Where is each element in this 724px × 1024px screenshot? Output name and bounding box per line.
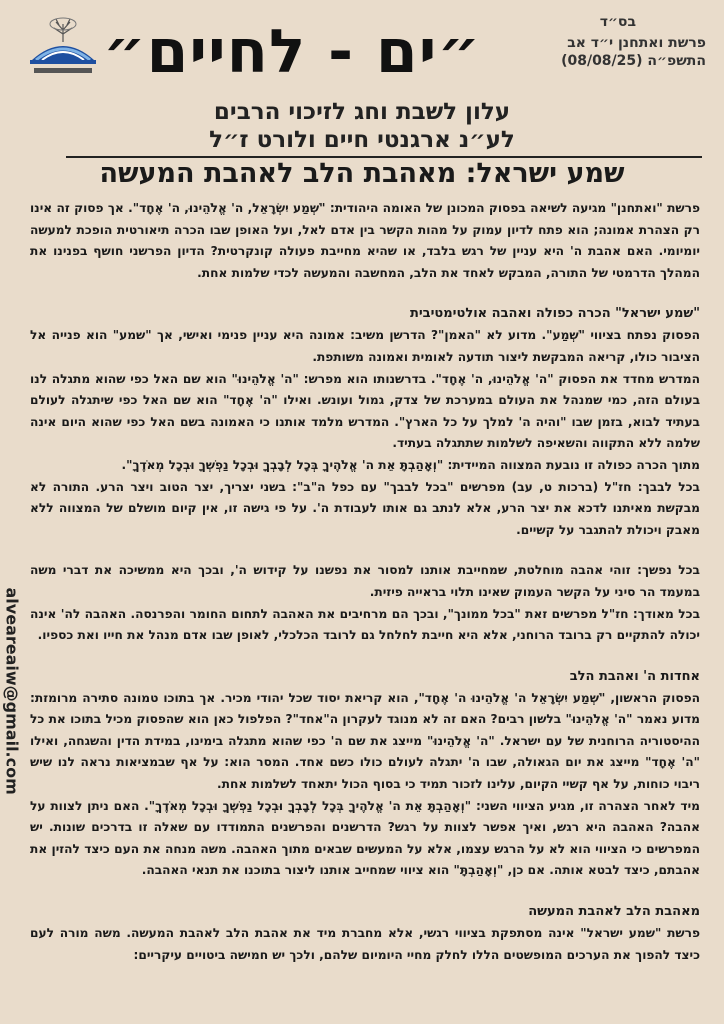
- section-paragraph: בכל נפשך: זוהי אהבה מוחלטת, שמחייבת אותנו למסור את נפשנו על קידוש ה', ובכך היא ממשיכה את דברי משה במעמד הר סיני על הקשר העמוק שאינו תלוי בראייה פיזית.: [30, 563, 700, 599]
- section-title-shema: "שמע ישראל" הכרה כפולה ואהבה אולטימטיבית: [409, 306, 700, 322]
- intro-paragraph: פרשת "ואתחנן" מגיעה לשיאה בפסוק המכונן של האומה היהודית: "שְׁמַע יִשְׂרָאֵל, ה' אֱלֹהֵינוּ, ה' אֶחָד". אך פסוק זה אינו רק הצהרת אמונה; הוא פתח לדיון עמוק על מהות הקשר בין אדם לאל, ועל האופן שבו הכרה תיאורטית הופכת למעשה יומיומי. האם אהבת ה' היא עניין של רגש בלבד, או שהיא מחייבת פעולה קונקרטית? הדיון הפרשני חושף בפנינו את המהלך הדרמטי של התורה, המבקש לאחד את הלב, המחשבה והמעשה לכדי שלמות אחת.: [30, 201, 700, 280]
- article-headline: [0, 154, 724, 194]
- spacer: [30, 647, 700, 666]
- section-paragraph: מיד לאחר הצהרה זו, מגיע הציווי השני: "וְאָהַבְתָּ אֵת ה' אֱלֹהֶיךָ בְּכָל לְבָבְךָ וּבְכָל נַפְשְׁךָ וּבְכָל מְאֹדֶךָ". האם ניתן לצוות על אהבה? האהבה היא רגש, ואיך אפשר לצוות על רגש? הדרשנים והפרשנים התמודדו עם שאלה זו בדרכים שונות. יש המפרשים כי הציווי הוא לא על הרגש עצמו, אלא על המעשים שבאים מתוך האהבה. משה מנחה את העם כיצד להזין את אהבתם, כיצד לבטא אותה. אם כן, "וְאָהַבְתָּ" הוא ציווי שמחייב אותנו ליצור בתוכנו את תנאי האהבה.: [30, 798, 700, 878]
- parsha-line-1: פרשת ואתחנן י״ד אב: [567, 35, 706, 51]
- section-paragraph: פרשת "שמע ישראל" אינה מסתפקת בציווי רגשי, אלא מחברת מיד את אהבת הלב לאהבת המעשה. משה מורה לעם כיצד להפוך את הערכים המופשטים הללו לחלק מחיי היומיום שלהם, ולכך יש חמישה ביטויים עיקריים:: [30, 926, 700, 962]
- section-paragraph: בכל לבבך: חז"ל (ברכות ט, עב) מפרשים "בכל לבבך" עם כפל ה"ב": בשני יצריך, יצר הטוב ויצר הרע. התורה לא מבקשת מאיתנו לדכא את יצר הרע, אלא לנתב גם אותו לעבודת ה'. על פי גישה זו, אין קיום מושלם של המצווה ללא מאבק ויכולת להתגבר על קשיים.: [30, 479, 700, 537]
- spacer: [30, 284, 700, 303]
- spacer: [30, 882, 700, 901]
- section-title-unity: אחדות ה' ואהבת הלב: [569, 668, 700, 684]
- spacer: [30, 541, 700, 560]
- section-paragraph: הפסוק נפתח בציווי "שְׁמַע". מדוע לא "האמן"? הדרשן משיב: אמונה היא עניין פנימי ואישי, אך "שמע" הוא פנייה אל הציבור כולו, קריאה המבקשת ליצור תודעה לאומית ואמונה משותפת.: [30, 328, 700, 364]
- section-paragraph: המדרש מחדד את הפסוק "ה' אֱלֹהֵינוּ, ה' אֶחָד". בדרשנותו הוא מפרש: "ה' אֱלֹהֵינוּ" הוא שם האל כפי שהוא מתגלה לנו בעולם הזה, כמי שמנהל את העולם במערכת של צדק, גמול ועונש. ואילו "ה' אֶחָד" הוא שם האל כפי שיתגלה לעולם בעתיד לבוא, בזמן שבו "והיה ה' למלך על כל הארץ". המדרש מלמד אותנו כי האמונה בשם האל כפי שהוא היום אינה שלמה ללא התקווה והשאיפה לשלמות שתתגלה בעתיד.: [30, 371, 700, 451]
- contact-email: alveareaiw@gmail.com: [2, 587, 22, 795]
- parsha-line-2: התשפ״ה (08/08/25): [561, 53, 706, 69]
- article-headline-text: שמע ישראל: מאהבת הלב לאהבת המעשה: [89, 158, 634, 189]
- article-body: [30, 198, 700, 966]
- section-title-action: מאהבת הלב לאהבת המעשה: [528, 904, 700, 920]
- parsha-date: [561, 34, 706, 70]
- section-paragraph: הפסוק הראשון, "שְׁמַע יִשְׂרָאֵל ה' אֱלֹהֵינוּ ה' אֶחָד", הוא קריאת יסוד שכל יהודי מכיר. אך בתוכו טמונה סתירה מרומזת: מדוע נאמר "ה' אֱלֹהֵינוּ" בלשון רבים? האם זה לא מנוגד לעקרון ה"אחד"? הפלפול כאן הוא שהפסוק מכיל בתוכו את כל ההיסטוריה הרוחנית של עם ישראל. "ה' אֱלֹהֵינוּ" מייצג את שם ה' כפי שהוא מתגלה בימינו, במידת הדין והשגחה, ואילו "ה' אֶחָד" מייצג את יום הגאולה, שבו ה' יתגלה לעולם כולו כשם אחד. המסר הוא: על אף שבמציאות נראה לנו שיש ריבוי כוחות, על אף קשיי הקיום, עלינו לזכור תמיד כי בסוף הכול יתאחד לשלמות אחת.: [30, 690, 700, 792]
- subtitle-dedication: עלון לשבת וחג לזיכוי הרבים: [213, 99, 511, 125]
- section-paragraph: מתוך הכרה כפולה זו נובעת המצווה המיידית: "וְאָהַבְתָּ אֵת ה' אֱלֹהֶיךָ בְּכָל לְבָבְךָ וּבְכָל נַפְשְׁךָ וּבְכָל מְאֹדֶךָ".: [121, 457, 700, 472]
- subtitle-memorial: לע״נ ארגנטי חיים ולורט ז״ל: [209, 127, 515, 153]
- bsd-mark: בס״ד: [599, 14, 636, 30]
- main-title: ״ים - לחיים״: [103, 17, 481, 87]
- section-paragraph: בכל מאודך: חז"ל מפרשים זאת "בכל ממונך", ובכך הם מרחיבים את האהבה לתחום החומר והפרנסה. האהבה לה' אינה יכולה להתקיים רק ברובד הרוחני, אלא היא חייבת לחלחל גם לרובד הכלכלי, לאופן שבו אדם מנהל את חייו ואת כספיו.: [30, 606, 700, 643]
